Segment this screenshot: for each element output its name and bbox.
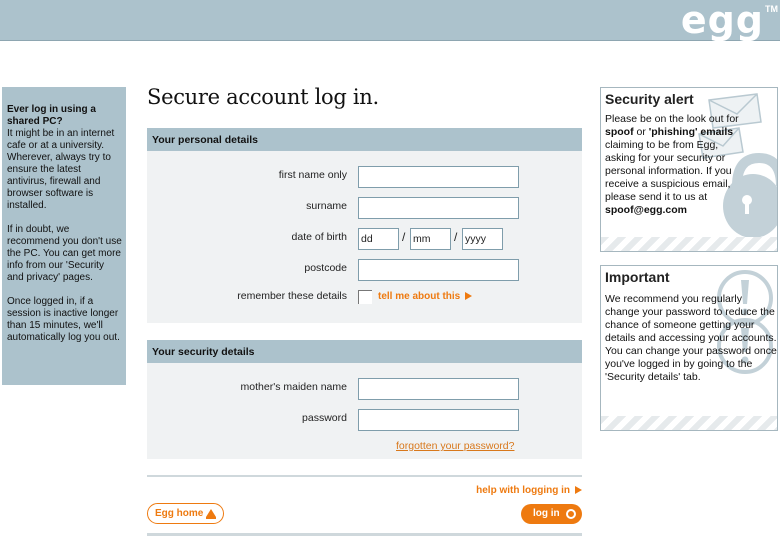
surname-input[interactable]: [358, 197, 519, 219]
security-alert-box: [600, 87, 778, 252]
tell-me-about-this-label: tell me about this: [378, 291, 461, 302]
help-with-logging-in-link[interactable]: [476, 485, 582, 496]
postcode-label: postcode: [304, 262, 347, 274]
security-alert-text-part: or: [633, 126, 649, 138]
password-input[interactable]: [358, 409, 519, 431]
egg-home-button[interactable]: [147, 503, 224, 524]
phishing-keyword: 'phishing' emails: [648, 126, 734, 138]
security-alert-text-part: Please be on the look out for: [605, 113, 739, 125]
first-name-label: first name only: [278, 169, 347, 181]
divider: [147, 475, 582, 477]
surname-label: surname: [306, 200, 347, 212]
remember-details-checkbox[interactable]: [358, 290, 372, 304]
log-in-label: log in: [533, 508, 560, 519]
home-up-arrow-icon: [206, 509, 216, 517]
maiden-name-label: mother's maiden name: [240, 381, 347, 393]
top-banner: [0, 0, 780, 41]
maiden-name-input[interactable]: [358, 378, 519, 400]
trademark-mark: TM: [765, 4, 778, 14]
shared-pc-paragraph-1: [7, 104, 122, 212]
dob-month-input[interactable]: [410, 228, 451, 250]
important-title: Important: [605, 269, 670, 285]
circle-icon: [566, 509, 576, 519]
spoof-keyword: spoof: [605, 126, 634, 138]
shared-pc-info-panel: [2, 87, 126, 385]
first-name-input[interactable]: [358, 166, 519, 188]
security-alert-text-part: claiming to be from Egg, asking for your security or personal information. If you receive a suspicious email, please send it to us at: [605, 139, 732, 203]
divider: [147, 533, 582, 536]
arrow-right-icon: [575, 486, 582, 494]
shared-pc-text-1: It might be in an internet cafe or at a university. Wherever, always try to ensure the latest antivirus, firewall and browser software is installed.: [7, 128, 115, 211]
dob-separator: /: [454, 230, 458, 244]
important-box: [600, 265, 778, 431]
dob-separator: /: [402, 230, 406, 244]
log-in-button[interactable]: [521, 504, 582, 524]
egg-logo[interactable]: egg: [680, 0, 764, 42]
security-details-section: [147, 363, 582, 459]
personal-details-section: [147, 151, 582, 323]
security-alert-title: Security alert: [605, 91, 694, 107]
egg-home-label: Egg home: [155, 508, 204, 519]
shared-pc-heading: Ever log in using a shared PC?: [7, 104, 96, 127]
decorative-stripes: [601, 416, 777, 430]
arrow-right-icon: [465, 292, 472, 300]
security-alert-text: [605, 113, 740, 217]
postcode-input[interactable]: [358, 259, 519, 281]
page-title: Secure account log in.: [147, 85, 379, 109]
decorative-stripes: [601, 237, 777, 251]
shared-pc-text-3: Once logged in, if a session is inactive longer than 15 minutes, we'll automatically log you out.: [7, 296, 120, 343]
password-label: password: [302, 412, 347, 424]
security-details-heading: Your security details: [147, 340, 582, 363]
dob-day-input[interactable]: [358, 228, 399, 250]
dob-year-input[interactable]: [462, 228, 503, 250]
spoof-email-address[interactable]: spoof@egg.com: [605, 204, 687, 216]
date-of-birth-label: date of birth: [291, 231, 347, 243]
personal-details-heading: Your personal details: [147, 128, 582, 151]
shared-pc-text-2: If in doubt, we recommend you don't use the PC. You can get more info from our 'Security and privacy' pages.: [7, 224, 122, 283]
tell-me-about-this-link[interactable]: [378, 291, 472, 302]
important-text: We recommend you regularly change your password to reduce the chance of someone getting your details and accessing your accounts. You can change your password once you've logged in by going to the 'Security details' tab.: [605, 293, 777, 383]
remember-details-label: remember these details: [237, 290, 347, 302]
forgotten-password-link[interactable]: forgotten your password?: [396, 440, 515, 452]
help-with-logging-in-label: help with logging in: [476, 485, 570, 496]
